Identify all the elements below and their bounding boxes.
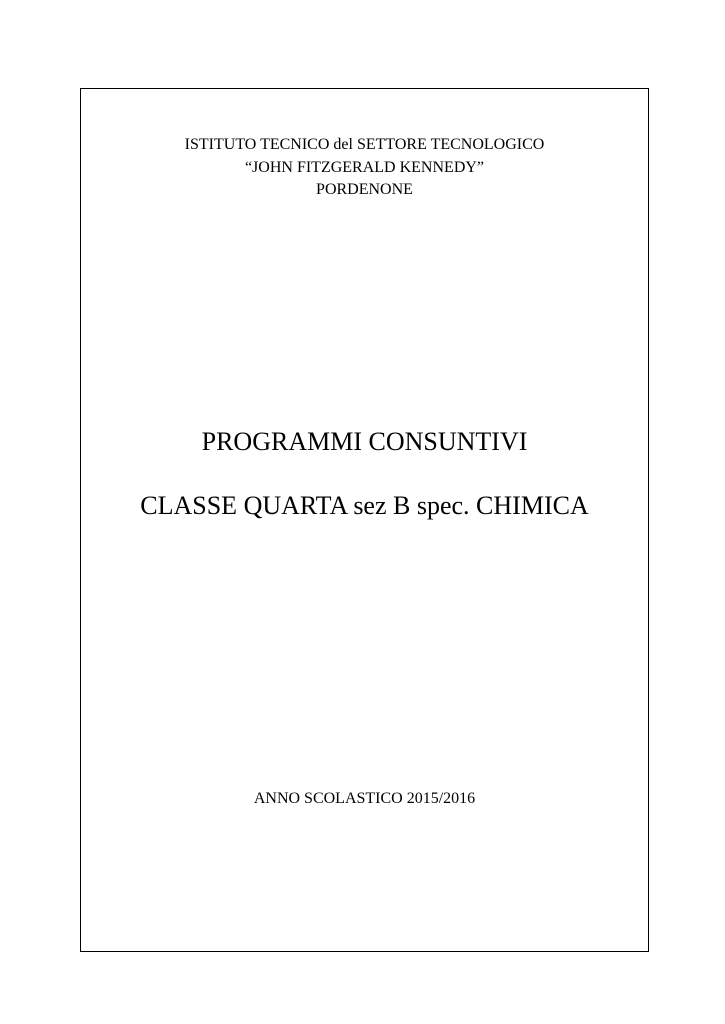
school-year: ANNO SCOLASTICO 2015/2016 bbox=[253, 790, 476, 807]
document-title: PROGRAMMI CONSUNTIVI bbox=[201, 427, 528, 456]
school-city: PORDENONE bbox=[316, 181, 413, 198]
document-subtitle: CLASSE QUARTA sez B spec. CHIMICA bbox=[140, 491, 589, 520]
school-name: ISTITUTO TECNICO del SETTORE TECNOLOGICO bbox=[184, 136, 545, 153]
school-dedication: “JOHN FITZGERALD KENNEDY” bbox=[244, 159, 485, 176]
page-border-frame bbox=[80, 88, 649, 952]
